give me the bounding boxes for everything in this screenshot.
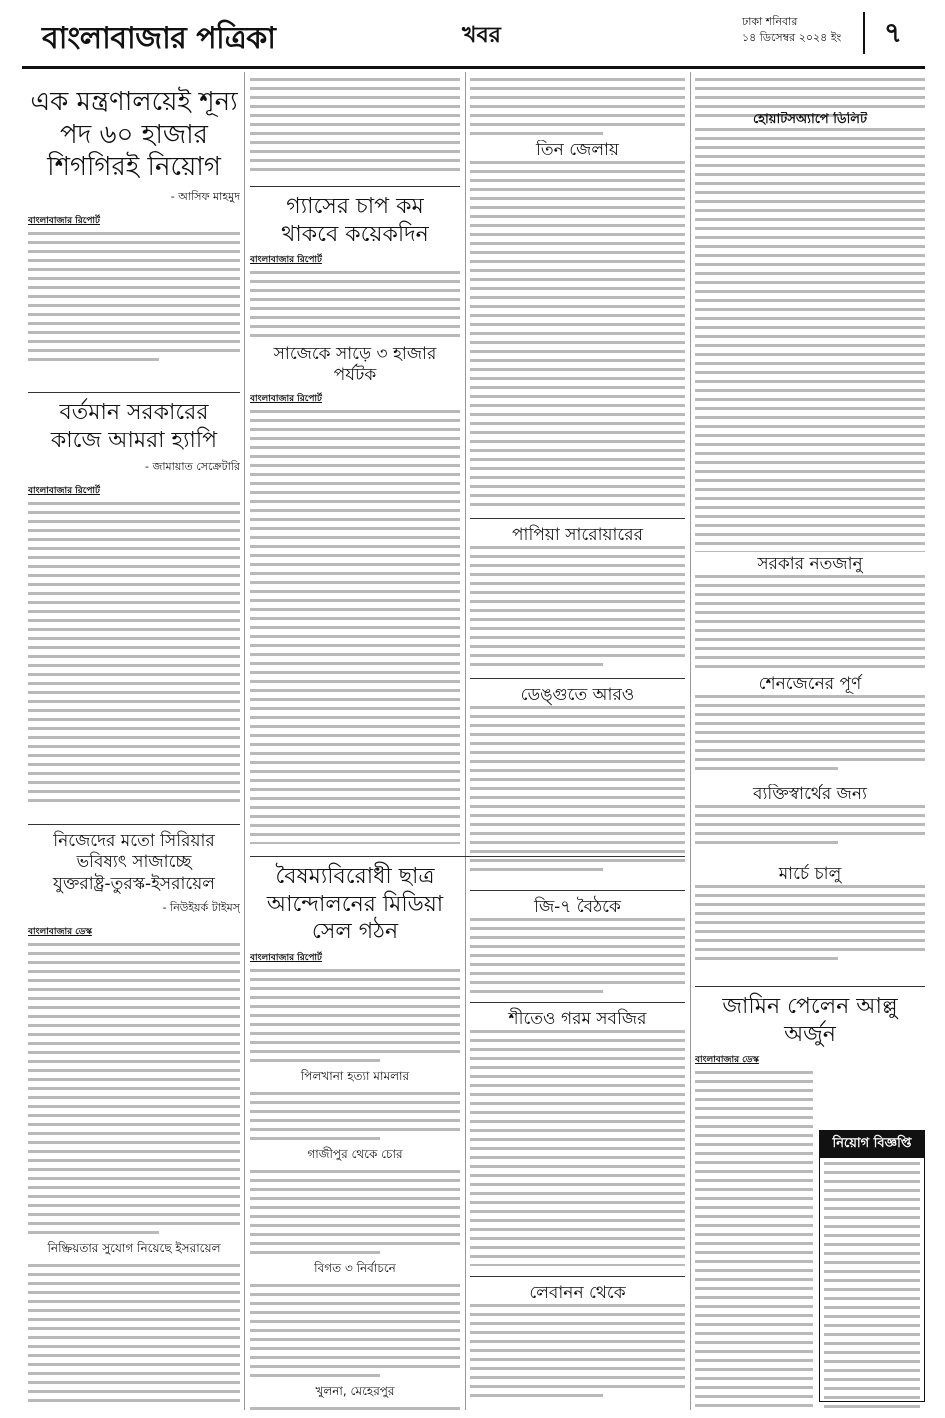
article-dengue: [470, 672, 685, 882]
article-body: [695, 1071, 813, 1410]
article-body: [695, 575, 925, 674]
article-papiya: [470, 512, 685, 672]
article-body: [470, 78, 685, 135]
article-body: [695, 885, 925, 960]
article-whatsapp: [695, 112, 925, 552]
article-body: [470, 1304, 685, 1397]
place-day: ঢাকা শনিবার: [742, 15, 798, 28]
headline: লেবানন থেকে: [529, 1283, 626, 1303]
byline: - জামায়াত সেক্রেটারি: [145, 460, 240, 473]
notice-body: [820, 1158, 924, 1410]
recruitment-notice: [819, 1130, 925, 1402]
article-ministry: [28, 86, 240, 376]
article-body: [28, 1264, 240, 1408]
article-body: [250, 1407, 460, 1411]
headline: বর্তমান সরকারের: [59, 400, 209, 425]
article-happy: [28, 386, 240, 806]
headline: শেনজেনের পূর্ণ: [758, 674, 862, 694]
article-body: [470, 546, 685, 666]
article-body: [470, 161, 685, 510]
article-body: [28, 502, 240, 806]
article-sajek: [250, 344, 460, 844]
headline: জামিন পেলেন আল্লু অর্জুন: [722, 994, 898, 1047]
article-personal-interest: [695, 784, 925, 864]
column-rule: [690, 72, 691, 1410]
article-march: [695, 864, 925, 974]
article-govt: [695, 554, 925, 674]
headline: কাজে আমরা হ্যাপি: [50, 427, 218, 453]
article-winter-vegetables: [470, 996, 685, 1266]
desk-label: বাংলাবাজার রিপোর্ট: [250, 952, 322, 963]
headline: সরকার নতজানু: [757, 554, 863, 574]
desk-label: বাংলাবাজার ডেস্ক: [28, 926, 92, 937]
article-continuation: [250, 78, 460, 176]
headline: নিজেদের মতো সিরিয়ার: [53, 831, 215, 851]
headline: যুক্তরাষ্ট্র-তুরস্ক-ইসরায়েল: [53, 873, 215, 894]
headline: বৈষম্যবিরোধী ছাত্র: [275, 864, 435, 889]
subheading: গাজীপুর থেকে চোর: [307, 1146, 403, 1161]
headline: গ্যাসের চাপ কম: [286, 194, 424, 219]
masthead: [22, 8, 925, 69]
article-syria: [28, 818, 240, 1408]
article-continuation: [470, 78, 685, 138]
headline: এক মন্ত্রণালয়েই শূন্য: [30, 87, 238, 117]
headline: মার্চে চালু: [778, 864, 842, 884]
desk-label: বাংলাবাজার ডেস্ক: [695, 1055, 759, 1065]
article-body: [250, 1170, 460, 1254]
newspaper-logo: বাংলাবাজার পত্রিকা: [42, 21, 276, 56]
notice-title: নিয়োগ বিজ্ঞপ্তি: [820, 1131, 924, 1158]
article-body: [250, 1092, 460, 1140]
date-block: [742, 14, 841, 46]
desk-label: বাংলাবাজার রিপোর্ট: [28, 215, 100, 226]
subheading: বিগত ৩ নির্বাচনে: [314, 1260, 396, 1275]
desk-label: বাংলাবাজার রিপোর্ট: [28, 486, 100, 496]
article-gas: [250, 180, 460, 340]
headline: ব্যক্তিস্বার্থের জন্য: [753, 784, 867, 804]
subheading: পিলখানা হত্যা মামলার: [300, 1068, 410, 1083]
article-allu-arjun: [695, 980, 925, 1410]
byline: - নিউইয়র্ক টাইমস্: [162, 900, 240, 914]
headline: সেল গঠন: [311, 919, 399, 944]
article-body: [250, 969, 460, 1062]
article-body: [695, 695, 925, 770]
section-title: খবর: [462, 23, 501, 48]
article-body: [470, 1030, 685, 1266]
article-body: [470, 918, 685, 993]
headline: শিগগিরই নিয়োগ: [47, 152, 221, 182]
headline: থাকবে কয়েকদিন: [281, 221, 429, 247]
subheading: খুলনা, মেহেরপুর: [315, 1383, 395, 1398]
article-three-districts: [470, 140, 685, 510]
article-body: [695, 128, 925, 552]
desk-label: বাংলাবাজার রিপোর্ট: [250, 393, 322, 404]
article-lebanon: [470, 1270, 685, 1410]
date: ১৪ ডিসেম্বর ২০২৪ ইং: [742, 31, 842, 44]
headline: আন্দোলনের মিডিয়া: [266, 891, 444, 917]
subheading: নিষ্ক্রিয়তার সুযোগ নিয়েছে ইসরায়েল: [47, 1240, 221, 1255]
article-body: [695, 805, 925, 844]
headline: সাজেকে সাড়ে ৩ হাজার পর্যটক: [273, 344, 437, 386]
headline: ভবিষ্যৎ সাজাচ্ছে: [76, 852, 192, 873]
headline: শীতেও গরম সবজির: [508, 1009, 647, 1029]
article-body: [28, 943, 240, 1234]
desk-label: বাংলাবাজার রিপোর্ট: [250, 255, 322, 265]
headline: পাপিয়া সারোয়ারের: [512, 525, 643, 545]
article-g7: [470, 884, 685, 994]
article-body: [250, 271, 460, 340]
article-body: [470, 706, 685, 871]
page-number: ৭: [863, 12, 921, 54]
byline: - আসিফ মাহমুদ: [170, 189, 240, 203]
headline: হোয়াটসঅ্যাপে ডিলিট: [752, 112, 868, 127]
headline: তিন জেলায়: [536, 140, 619, 160]
column-rule: [244, 72, 245, 1410]
article-body: [28, 232, 240, 361]
headline: ডেঙ্গুতে আরও: [520, 685, 635, 705]
article-body: [250, 410, 460, 845]
headline: জি-৭ বৈঠকে: [534, 897, 621, 917]
article-body: [250, 78, 460, 176]
headline: পদ ৬০ হাজার: [60, 119, 208, 150]
article-body: [250, 1284, 460, 1377]
article-schengen: [695, 674, 925, 784]
